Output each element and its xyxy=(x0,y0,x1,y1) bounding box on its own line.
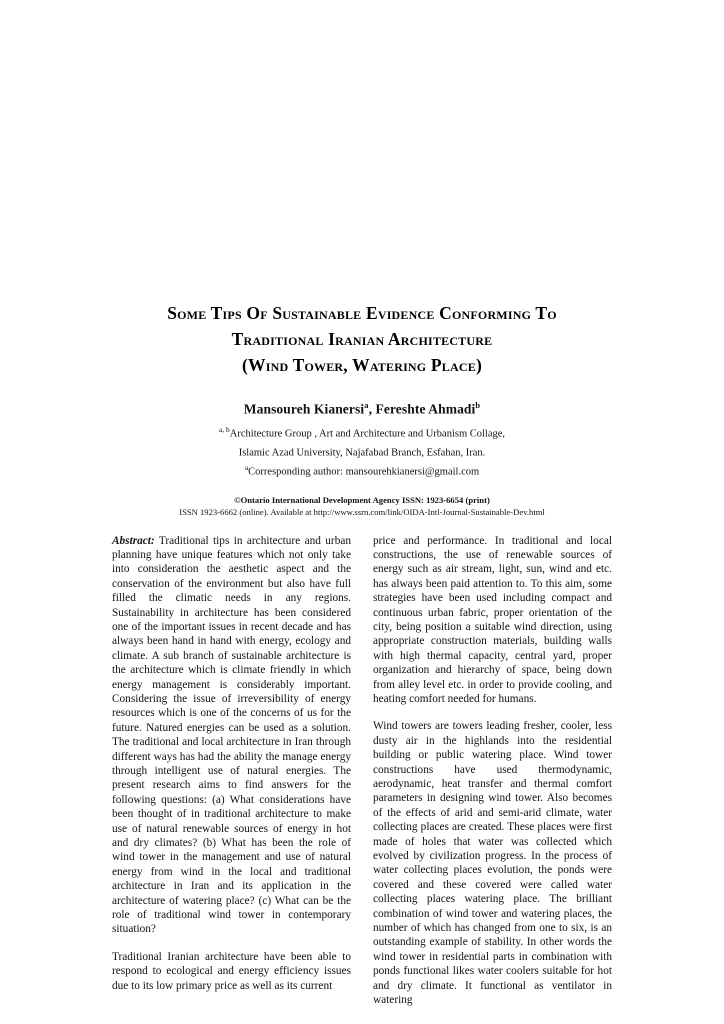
publisher-line-2: ISSN 1923-6662 (online). Available at http://www.ssrn.com/link/OIDA-Intl-Journal-Sustainable-Dev.html xyxy=(179,506,545,517)
affiliations xyxy=(112,423,612,480)
abstract-paragraph xyxy=(112,534,351,937)
left-paragraph-2: Traditional Iranian architecture have been able to respond to ecological and energy efficiency issues due to its low primary price as well as its current xyxy=(112,950,351,992)
title-line-3: (Wind Tower, Watering Place) xyxy=(242,355,482,375)
affiliation-1-marker: a, b xyxy=(218,424,230,434)
affiliation-3-marker: a xyxy=(244,462,249,472)
affiliation-1-text: Architecture Group , Art and Architecture and Urbanism Collage, xyxy=(229,428,506,439)
title-line-2: Traditional Iranian Architecture xyxy=(231,329,493,349)
page-title xyxy=(112,300,612,378)
right-column xyxy=(373,534,612,1008)
author-name-1: Mansoureh Kianersi xyxy=(243,401,365,417)
author-1-affil-marker: a xyxy=(364,400,369,410)
author-separator: , xyxy=(368,401,376,417)
title-line-1: Some Tips Of Sustainable Evidence Conforming To xyxy=(167,303,557,323)
body-columns xyxy=(112,534,612,1008)
paper-content xyxy=(112,300,612,1008)
corresponding-author-text: Corresponding author: mansourehkianersi@gmail.com xyxy=(248,466,480,477)
left-column xyxy=(112,534,351,1008)
affiliation-2-text: Islamic Azad University, Najafabad Branch, Esfahan, Iran. xyxy=(238,447,486,458)
affiliation-line-1 xyxy=(112,423,612,442)
publisher-line-1: ©Ontario International Development Agency ISSN: 1923-6654 (print) xyxy=(234,494,490,505)
publisher-info xyxy=(112,494,612,518)
affiliation-line-3 xyxy=(112,461,612,480)
abstract-label: Abstract: xyxy=(112,534,155,547)
author-list xyxy=(112,400,612,418)
affiliation-line-2 xyxy=(112,442,612,461)
right-paragraph-1: price and performance. In traditional and local constructions, the use of renewable sources of energy such as air stream, light, sun, wind and etc. has always been paid attention to. To this aim, some strategies have been used including compact and continuous urban fabric, proper orientation of the city, being position a suitable wind direction, using appropriate construction materials, building walls with high thermal capacity, central yard, proper organization and hierarchy of space, being down from alley level etc. in order to provide cooling, and heating comfort needed for humans. xyxy=(373,534,612,705)
author-2-affil-marker: b xyxy=(475,400,481,410)
right-paragraph-2: Wind towers are towers leading fresher, cooler, less dusty air in the highlands into the residential building or public watering place. Wind tower constructions have used thermodynamic, aerodynamic, heat transfer and thermal comfort parameters in designing wind tower. Also becomes of the effects of arid and semi-arid climate, water collecting places are created. These places were first made of holes that water was collected which evolved by civilization progress. In the process of water collecting places evolution, the ponds were covered and these covered were called water collecting places watering place. The brilliant combination of wind tower and watering places, the number of which has changed from one to six, is an outstanding example of stability. In other words the wind tower in residential parts in combination with ponds functional likes water coolers suitable for hot and dry climate. It functional as ventilator in watering xyxy=(373,720,612,1007)
abstract-text: Traditional tips in architecture and urban planning have unique features which not only take into consideration the aesthetic aspect and the conservation of the environment but also have full filled the climatic needs in any regions. Sustainability in architecture has been considered one of the important issues in recent decade and has always been hand in hand with energy, ecology and climate. A sub branch of sustainable architecture is the architecture which is climate friendly in which energy management is considerably important. Considering the issue of irreversibility of energy resources which is one of the concerns of us for the future. Natured energies can be used as a solution. The traditional and local architecture in Iran through different ways has had the ability the manage energy through intelligent use of natural energies. The present research aims to find answers for the following questions: (a) What considerations have been thought of in traditional architecture to make use of natural renewable sources of energy in hot and dry climates? (b) What has been the role of wind tower in the management and use of natural energy from wind in the local and traditional architecture in Iran and its application in the architecture of watering place? (c) What can be the role of traditional wind tower in contemporary situation? xyxy=(112,534,351,936)
author-name-2: Fereshte Ahmadi xyxy=(375,401,476,417)
